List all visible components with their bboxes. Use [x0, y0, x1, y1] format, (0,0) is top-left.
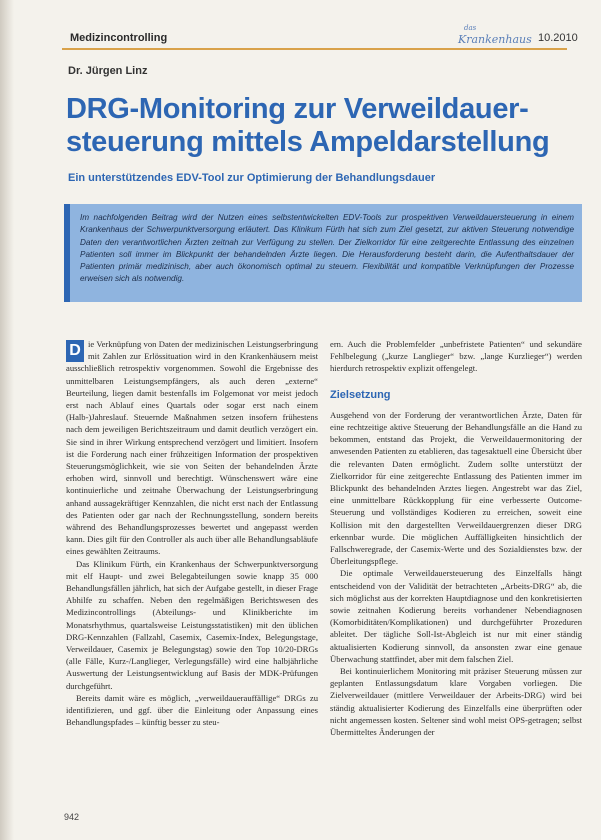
body-paragraph: Bei kontinuierlichem Monitoring mit präziser Steuerung müssen zur geplanten Entlassungsdatum klare Vorgaben vorliegen. Die Zielverweildauer (mittlere Verweildauer der Arbeits-DRG) wird bei ständig aktualisierter Kodierung des Einzelfalls eine überprüften oder nicht angemessen kosten. Seltener sind wohl meist OPS-getragen; selbst Übermitteltes Änderungen der	[330, 666, 582, 738]
body-paragraph: Ausgehend von der Forderung der verantwortlichen Ärzte, Daten für eine rechtzeitige aktive Steuerung der Behandlungsfälle an die Hand zu bekommen, entstand das Projekt, die Verweildauermonitoring der anwesenden Patienten zu etablieren, das tagesaktuell eine Übersicht über die relevanten Daten ermöglicht. Zudem sollte unterstützt der Zielkorridor für eine zeitgerechte Entlassung des Patienten immer im Blickpunkt des behandelnden Arztes liegen. Angestrebt war das Ziel, eine unmittelbare Rückkopplung für eine verbesserte Outcome-Steuerung und vollständiges Kodieren zu erreichen, soweit eine Kollision mit den dargestellten Verweildauergrenzen dieser DRG erkennbar wurde. Die möglichen Auffälligkeiten hinsichtlich der Fallschweregrade, der Casemix-Werte und des Sozialdienstes bzw. der Überleitungspflege.	[330, 409, 582, 567]
abstract-text: Im nachfolgenden Beitrag wird der Nutzen eines selbstentwickelten EDV-Tools zur prospektiven Verweildauersteuerung in einem Krankenhaus der Schwerpunktversorgung erläutert. Das Klinikum Fürth hat sich zum Ziel gesetzt, zur aktiven Steuerung notwendige Daten den verantwortlichen Ärzten zeitnah zur Verfügung zu stellen. Der Zielkorridor für eine zeitgerechte Entlassung des einzelnen Patienten soll immer im Blickpunkt der behandelnden Ärzte liegen. Die Herausforderung besteht darin, die Aufenthaltsdauer der Patienten primär medizinisch, aber auch ökonomisch optimal zu steuern. Flexibilität und kompatible Verknüpfungen der Prozesse erweisen sich als notwendig.	[80, 213, 574, 284]
section-heading: Zielsetzung	[330, 388, 391, 401]
author-name: Dr. Jürgen Linz	[68, 65, 148, 77]
body-column-right	[330, 338, 582, 738]
article-title: DRG-Monitoring zur Verweildauer-steuerung mittels Ampeldarstellung	[66, 93, 550, 158]
page-header	[62, 24, 582, 48]
body-paragraph	[66, 338, 318, 558]
article-subtitle: Ein unterstützendes EDV-Tool zur Optimierung der Behandlungsdauer	[68, 172, 436, 184]
body-column-left	[66, 338, 318, 729]
body-paragraph-continued: ern. Auch die Problemfelder „unbefristete Patienten“ und sekundäre Fehlbelegung („kurze Langlieger“ bzw. „lange Kurzlieger“) werden hierdurch retrospektiv explizit offengelegt.	[330, 339, 582, 374]
logo-main-text: Krankenhaus	[458, 33, 532, 46]
body-paragraph: Die optimale Verweildauersteuerung des Einzelfalls hängt entscheidend von der Validität der betrachteten „Arbeits-DRG“ ab, die sich möglichst aus der korrekten Hauptdiagnose und den konkretisierten sowie zeitnahen Kodierung bereits vorhandener Nebendiagnosen (Komorbiditäten/Komplikationen) und durchgeführter Prozeduren ableitet. Der tägliche Soll-Ist-Abgleich ist nur mit einer ständig aktualisierten Kodierung sinnvoll, da ansonsten zwar eine genaue Überwachung stattfindet, aber mit dem falschen Ziel.	[330, 568, 582, 664]
abstract-accent-bar	[64, 204, 70, 302]
page-number: 942	[64, 812, 80, 822]
page-gutter-shadow	[0, 0, 14, 840]
body-paragraph-text: ie Verknüpfung von Daten der medizinischen Leistungserbringung mit Zahlen zur Erlössituation wird in den Krankenhäusern meist ausschließlich retrospektiv vorgenommen. Sowohl die Ergebnisse des unmittelbaren Leistungsempfängers, als auch deren „externe“ Beurteilung, liegen damit bestenfalls im Folgemonat vor meist jedoch erst nach Ablauf eines Quartals oder sogar erst nach einem (Halb-)Jahreslauf. Steuernde Maßnahmen setzen insofern frühestens nach dem jeweiligen Berichtszeitraum und damit deutlich verzögert ein. Sie sind in ihrer Wirkung entsprechend verzögert und limitiert. Insofern ist die Forderung nach einer frühzeitigen Information der prospektiven Steuerungsmöglichkeit, wie sie von Seiten der behandelnden Ärzte erhoben wird, sinnvoll und berechtigt. Wünschenswert wäre eine kontinuierliche und zeitnahe Überwachung der Leistungserbringung anhand aussagekräftiger Kennzahlen, die nicht erst nach der Entlassung des Patienten oder gar nach der Rechnungsstellung, sondern bereits während des Behandlungsprozesses bewertet und angepasst werden kann. Dies gilt für den Controller als auch über alle Behandlungsabläufe eines gewählten Zeitraums.	[66, 339, 318, 557]
logo-small-text: das	[464, 24, 477, 32]
issue-number: 10.2010	[538, 32, 578, 44]
journal-logo	[458, 24, 532, 50]
body-paragraph: Bereits damit wäre es möglich, „verweildauerauffällige“ DRGs zu identifizieren, und ggf. über die Einleitung oder Anpassung eines Behandlungspfades – künftig besser zu steu-	[66, 692, 318, 728]
header-rule	[62, 48, 567, 50]
body-paragraph: Das Klinikum Fürth, ein Krankenhaus der Schwerpunktversorgung mit elf Haupt- und zwei Belegabteilungen sowie knapp 35 000 Behandlungsfällen jährlich, hat sich der Aufgabe gestellt, in dieser Frage Abhilfe zu schaffen. Neben den regelmäßigen Berichtswesen des Medizincontrollings (Abteilungs- und Klinikberichte im Monatsrhythmus, quartalsweise Leistungsstatistiken) mit den üblichen DRG-Kennzahlen (Fallzahl, Casemix, Casemix-Index, Belegungstage, Verweildauer, Casemix je Belegungstag) sowie den Top 10/20-DRGs (alle Fälle, Kurz-/Langlieger, Verlegungsfälle) wird eine halbjährliche Auswertung der Leistungsentwicklung auf Basis der MDK-Prüfungen durchgeführt.	[66, 558, 318, 691]
section-label: Medizincontrolling	[70, 32, 168, 44]
drop-cap: D	[66, 340, 84, 362]
abstract-box	[64, 204, 582, 302]
